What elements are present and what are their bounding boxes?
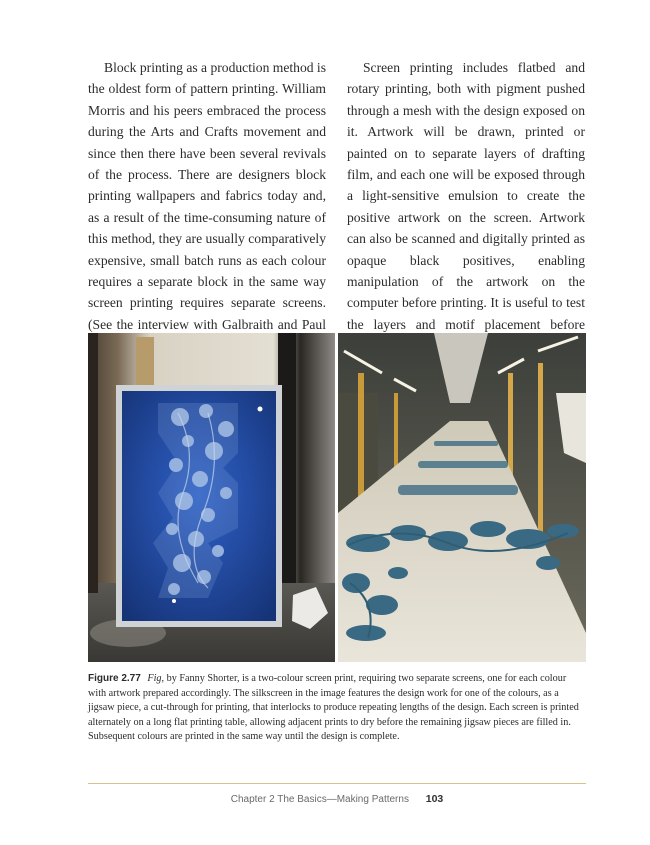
silkscreen-photo	[88, 333, 335, 662]
body-column-right	[347, 57, 585, 378]
paragraph-block-printing: Block printing as a production method is the oldest form of pattern printing. William Morris and his peers embraced the process during the Arts and Crafts movement and since then there have been several revivals of the process. There are designers block printing wallpapers and fabrics today and, as a result of the time-consuming nature of this method, they are usually comparatively expensive, small batch runs as each colour requires a separate block in the same way screen printing requires separate screens. (See the interview with Galbraith and Paul	[88, 60, 327, 332]
figure-title: Fig	[147, 673, 162, 684]
figure-caption-text: , by Fanny Shorter, is a two-colour screen print, requiring two separate screens, one for each colour with artwork prepared accordingly. The silkscreen in the image features the design work for one of the colours, as a jigsaw piece, a cut-through for printing, that interlocks to produce repeating lengths of the design. Each screen is printed alternately on a long flat printing table, allowing adjacent prints to dry before the remaining jigsaw pieces are filled in. Subsequent colours are printed in the same way until the design is complete.	[88, 673, 579, 743]
figure-label: Figure 2.77	[88, 673, 141, 684]
running-footer-chapter: Chapter 2 The Basics—Making Patterns	[230, 794, 409, 805]
figure-caption	[88, 672, 586, 745]
paragraph-screen-printing: Screen printing includes flatbed and rotary printing, both with pigment pushed through a mesh with the design exposed on it. Artwork will be drawn, printed or painted on to separate layers of drafting film, and each one will be exposed through a light-sensitive emulsion to create the positive artwork on the screen. Artwork can also be scanned and digitally printed as opaque black positives, enabling manipulation of the artwork on the computer before printing. It is useful to test the layers and motif placement before	[347, 60, 585, 332]
body-column-left	[88, 57, 326, 357]
printing-table-photo	[338, 333, 586, 662]
page-footer	[88, 793, 586, 805]
page-number: 103	[425, 793, 444, 805]
footer-rule	[88, 783, 586, 784]
